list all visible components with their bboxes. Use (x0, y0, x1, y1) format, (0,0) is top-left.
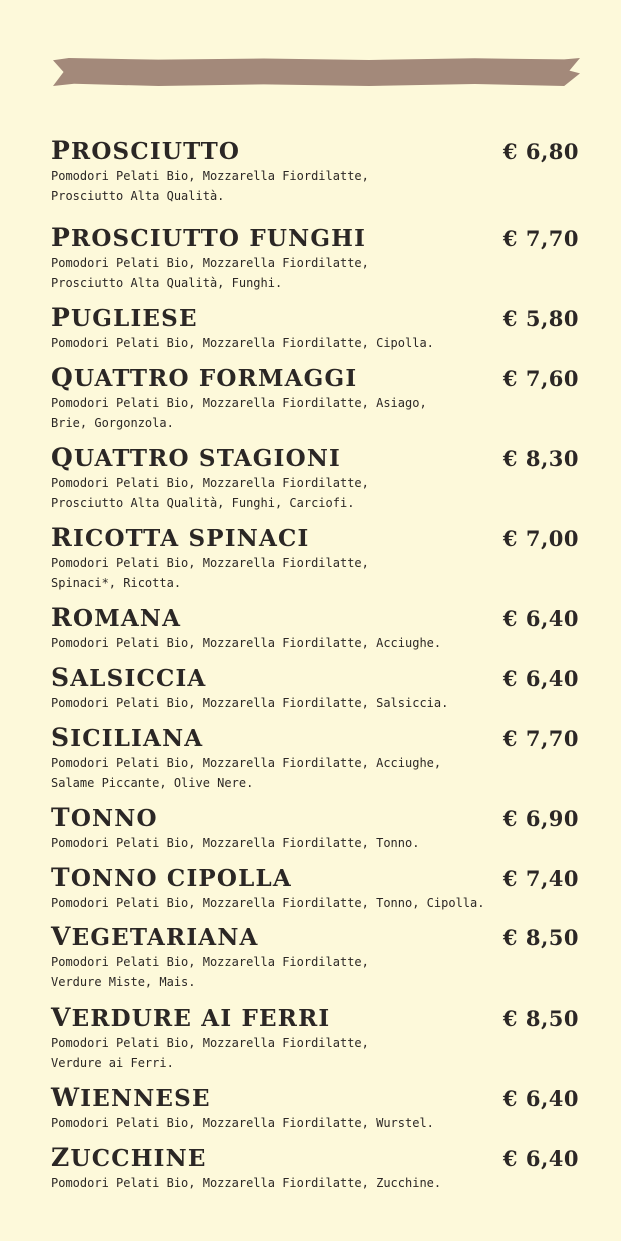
menu-item-price: € 6,40 (502, 1146, 579, 1171)
menu-item-price: € 7,40 (502, 866, 579, 891)
menu-item-header (51, 663, 579, 693)
menu-item-vegetariana (51, 922, 579, 992)
menu-item-description: Pomodori Pelati Bio, Mozzarella Fiordilatte, Prosciutto Alta Qualità. (51, 169, 369, 203)
menu-item-name: TONNO CIPOLLA (51, 863, 292, 892)
menu-item-name: PROSCIUTTO FUNGHI (51, 223, 367, 252)
menu-item-romana (51, 603, 579, 653)
menu-item-wiennese (51, 1083, 579, 1133)
menu-item-prosciutto (51, 136, 579, 206)
menu-item-name: TONNO (51, 803, 158, 832)
menu-item-description: Pomodori Pelati Bio, Mozzarella Fiordilatte, Verdure Miste, Mais. (51, 955, 369, 989)
menu-item-price: € 7,70 (502, 726, 579, 751)
menu-item-description: Pomodori Pelati Bio, Mozzarella Fiordilatte, Cipolla. (51, 336, 434, 350)
menu-item-price: € 7,70 (502, 226, 579, 251)
menu-item-header (51, 223, 579, 253)
menu-item-zucchine (51, 1143, 579, 1193)
menu-item-name: QUATTRO STAGIONI (51, 443, 342, 472)
menu-item-price: € 6,80 (502, 139, 579, 164)
menu-item-prosciutto-funghi (51, 223, 579, 293)
menu-item-name: RICOTTA SPINACI (51, 523, 310, 552)
menu-item-description: Pomodori Pelati Bio, Mozzarella Fiordilatte, Salsiccia. (51, 696, 449, 710)
menu-item-header (51, 1143, 579, 1173)
menu-item-description: Pomodori Pelati Bio, Mozzarella Fiordilatte, Tonno. (51, 836, 420, 850)
menu-item-ricotta-spinaci (51, 523, 579, 593)
menu-item-price: € 7,00 (502, 526, 579, 551)
menu-item-description: Pomodori Pelati Bio, Mozzarella Fiordilatte, Verdure ai Ferri. (51, 1036, 369, 1070)
menu-item-tonno-cipolla (51, 863, 579, 913)
menu-item-tonno (51, 803, 579, 853)
menu-item-description: Pomodori Pelati Bio, Mozzarella Fiordilatte, Acciughe. (51, 636, 442, 650)
menu-item-description: Pomodori Pelati Bio, Mozzarella Fiordilatte, Wurstel. (51, 1116, 434, 1130)
menu-item-description: Pomodori Pelati Bio, Mozzarella Fiordilatte, Tonno, Cipolla. (51, 896, 485, 910)
menu-item-name: PUGLIESE (51, 303, 198, 332)
menu-item-header (51, 803, 579, 833)
menu-item-quattro-stagioni (51, 443, 579, 513)
menu-item-price: € 8,50 (502, 1006, 579, 1031)
menu-item-description: Pomodori Pelati Bio, Mozzarella Fiordilatte, Spinaci*, Ricotta. (51, 556, 369, 590)
menu-item-name: VERDURE AI FERRI (51, 1003, 331, 1032)
menu-item-name: VEGETARIANA (51, 922, 259, 951)
menu-item-header (51, 1083, 579, 1113)
menu-item-siciliana (51, 723, 579, 793)
menu-item-header (51, 1003, 579, 1033)
menu-item-description: Pomodori Pelati Bio, Mozzarella Fiordilatte, Asiago, Brie, Gorgonzola. (51, 396, 427, 430)
menu-item-price: € 5,80 (502, 306, 579, 331)
menu-item-description: Pomodori Pelati Bio, Mozzarella Fiordilatte, Acciughe, Salame Piccante, Olive Nere. (51, 756, 442, 790)
menu-item-name: SICILIANA (51, 723, 204, 752)
menu-item-header (51, 523, 579, 553)
menu-item-description: Pomodori Pelati Bio, Mozzarella Fiordilatte, Prosciutto Alta Qualità, Funghi. (51, 256, 369, 290)
menu-item-price: € 8,30 (502, 446, 579, 471)
menu-item-pugliese (51, 303, 579, 353)
menu-item-name: PROSCIUTTO (51, 136, 241, 165)
menu-item-header (51, 443, 579, 473)
decorative-brush-stroke (53, 58, 580, 86)
menu-item-salsiccia (51, 663, 579, 713)
menu-item-description: Pomodori Pelati Bio, Mozzarella Fiordilatte, Prosciutto Alta Qualità, Funghi, Carciofi. (51, 476, 369, 510)
menu-item-header (51, 863, 579, 893)
menu-item-header (51, 603, 579, 633)
menu-item-header (51, 303, 579, 333)
menu-item-name: WIENNESE (51, 1083, 211, 1112)
menu-item-price: € 6,40 (502, 1086, 579, 1111)
menu-item-name: ZUCCHINE (51, 1143, 207, 1172)
menu-item-quattro-formaggi (51, 363, 579, 433)
menu-item-price: € 6,40 (502, 666, 579, 691)
menu-item-name: QUATTRO FORMAGGI (51, 363, 358, 392)
menu-item-header (51, 723, 579, 753)
menu-item-name: SALSICCIA (51, 663, 207, 692)
menu-item-price: € 7,60 (502, 366, 579, 391)
menu-item-header (51, 136, 579, 166)
menu-item-price: € 6,40 (502, 606, 579, 631)
menu-item-header (51, 363, 579, 393)
menu-item-price: € 8,50 (502, 925, 579, 950)
menu-item-name: ROMANA (51, 603, 182, 632)
menu-item-header (51, 922, 579, 952)
menu-item-description: Pomodori Pelati Bio, Mozzarella Fiordilatte, Zucchine. (51, 1176, 442, 1190)
menu-item-verdure-ai-ferri (51, 1003, 579, 1073)
menu-item-price: € 6,90 (502, 806, 579, 831)
